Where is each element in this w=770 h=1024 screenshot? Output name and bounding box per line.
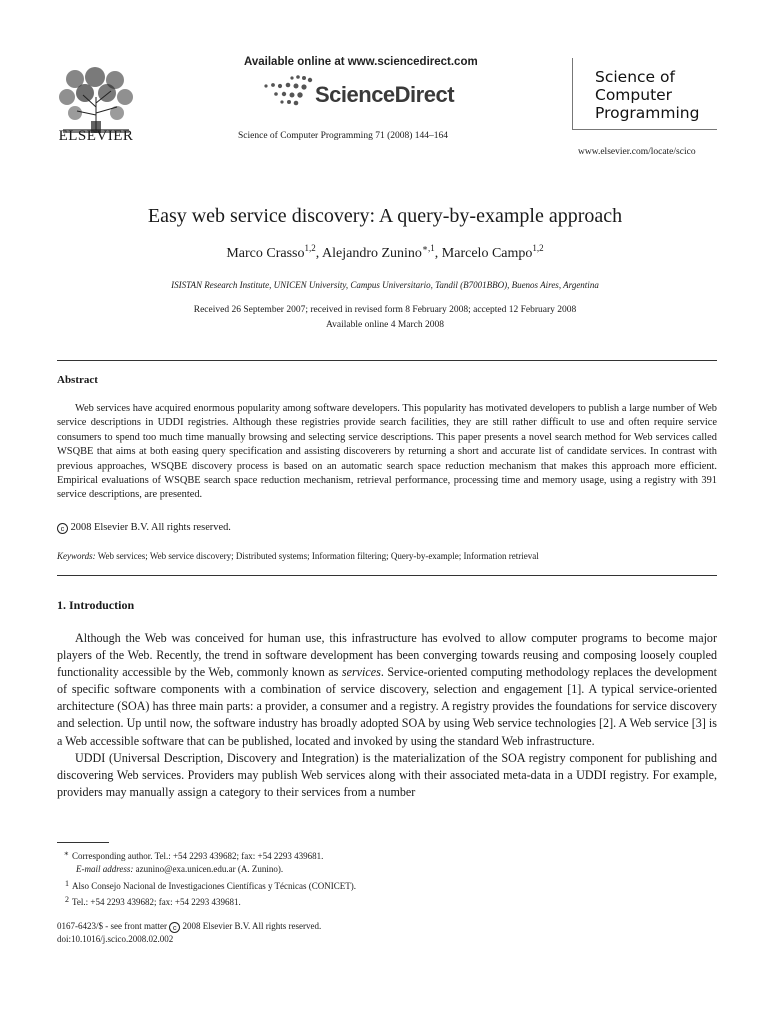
intro-emphasis: services: [341, 665, 381, 680]
journal-title-line: Programming: [595, 104, 700, 122]
footnote-email: [57, 863, 356, 876]
journal-title: [595, 68, 699, 122]
received-dates: Received 26 September 2007; received in revised form 8 February 2008; accepted 12 February 2008: [193, 305, 577, 315]
copyright-icon: c: [57, 523, 68, 534]
author-affiliation-mark[interactable]: 1,2: [304, 243, 316, 253]
intro-text-run: . Service-oriented computing methodology replaces the development of specific software components with a combination of service discovery, selection and engagement [1]. A typical service-oriented architecture (SOA) has three main parts: a provider, a consumer and a registry. A registry provides the foundations for service discovery and selection. Up until now, the software industry has broadly adopted SOA by using Web service technologies [2]. A Web service [3] is a Web accessible software that can be published, located and invoked by using the standard Web infrastructure.: [57, 665, 718, 748]
author-name: Marcelo Campo: [441, 246, 533, 261]
paper-title: Easy web service discovery: A query-by-example approach: [147, 205, 623, 227]
available-online-date: Available online 4 March 2008: [325, 320, 444, 330]
author-separator: ,: [434, 246, 442, 261]
footnote-mark: 1: [65, 878, 69, 888]
abstract-heading: Abstract: [57, 374, 98, 386]
journal-url[interactable]: www.elsevier.com/locate/scico: [578, 147, 696, 157]
abstract-copyright: [57, 522, 231, 534]
footnote-2: [57, 893, 356, 909]
author-separator: ,: [315, 246, 322, 261]
footnote-1: [57, 877, 356, 893]
issn-copyright: 2008 Elsevier B.V. All rights reserved.: [182, 921, 322, 931]
keywords: [57, 551, 717, 561]
sciencedirect-dots-icon: [262, 74, 314, 106]
copyright-text: 2008 Elsevier B.V. All rights reserved.: [70, 522, 231, 533]
intro-text-run: Although the Web was conceived for human use, this infrastructure has evolved to allow computer programs to become major players of the Web. Recently, the trend in software development has been converging towards reusing and composing loosely coupled functionality accessible by the Web, commonly known as: [57, 631, 717, 680]
footnote-text: Also Consejo Nacional de Investigaciones Científicas y Técnicas (CONICET).: [72, 880, 357, 891]
abstract-text: [57, 402, 717, 503]
journal-box-vertical-rule: [572, 58, 573, 130]
issn-text: 0167-6423/$ - see front matter: [57, 921, 167, 931]
publisher-name: ELSEVIER: [58, 128, 134, 144]
footnote-corresponding: [57, 847, 356, 863]
section-heading-introduction: 1. Introduction: [57, 598, 135, 612]
email-label: E-mail address:: [76, 864, 134, 875]
affiliation: ISISTAN Research Institute, UNICEN University, Campus Universitario, Tandil (B7001BBO), Buenos Aires, Argentina: [171, 280, 599, 290]
journal-title-line: Science of: [595, 68, 675, 86]
available-online-note: Available online at www.sciencedirect.com: [244, 56, 478, 68]
footnotes: [57, 847, 356, 910]
author-name: Marco Crasso: [226, 246, 305, 261]
keywords-label: Keywords:: [57, 551, 96, 561]
author-name: Alejandro Zunino: [322, 246, 422, 261]
article-history: [0, 303, 770, 333]
issn-line: [57, 920, 321, 933]
footnote-rule: [57, 842, 109, 843]
footnote-text: Corresponding author. Tel.: +54 2293 439682; fax: +54 2293 439681.: [72, 851, 324, 861]
divider: [57, 575, 717, 576]
front-matter: [57, 920, 321, 946]
introduction-text: [57, 630, 717, 801]
author-list: [0, 243, 770, 262]
sciencedirect-logo-text: ScienceDirect: [315, 82, 455, 107]
intro-paragraph: [57, 630, 717, 750]
footnote-text: Tel.: +54 2293 439682; fax: +54 2293 439681.: [72, 897, 241, 908]
footnote-mark: ∗: [63, 849, 69, 858]
author-affiliation-mark[interactable]: ∗,1: [421, 243, 435, 253]
doi-link[interactable]: doi:10.1016/j.scico.2008.02.002: [57, 934, 174, 944]
divider: [57, 360, 717, 361]
journal-title-line: Computer: [595, 86, 673, 104]
journal-box-horizontal-rule: [572, 129, 717, 130]
journal-citation: Science of Computer Programming 71 (2008) 144–164: [238, 131, 449, 141]
keywords-list: Web services; Web service discovery; Distributed systems; Information filtering; Query-by-example; Information retrieval: [97, 551, 539, 561]
intro-paragraph: UDDI (Universal Description, Discovery and Integration) is the materialization of the SOA registry component for publishing and discovering Web services. Providers may publish Web services along with their associated meta-data in a UDDI registry. For example, providers may manually assign a category to their services from a number: [57, 750, 717, 799]
copyright-icon: c: [169, 922, 180, 933]
author-affiliation-mark[interactable]: 1,2: [532, 243, 544, 253]
abstract-paragraph: Web services have acquired enormous popularity among software developers. This popularity has motivated developers to publish a large number of Web service descriptions in UDDI registries. Although these registries provide search facilities, they are still rather difficult to use and often require service consumers to spend too much time manually browsing and selecting service descriptions. This paper presents a novel search method for Web services called WSQBE that aims at both easing query specification and assisting discoverers by returning a short and accurate list of candidate services. In contrast with previous approaches, WSQBE discovery process is based on an automatic search space reduction mechanism that makes this approach more efficient. Empirical evaluations of WSQBE search space reduction mechanism, retrieval performance, processing time and memory usage, using a registry with 391 service descriptions, are presented.: [57, 403, 717, 501]
email-address-link[interactable]: azunino@exa.unicen.edu.ar (A. Zunino).: [135, 864, 284, 875]
footnote-mark: 2: [65, 895, 69, 905]
